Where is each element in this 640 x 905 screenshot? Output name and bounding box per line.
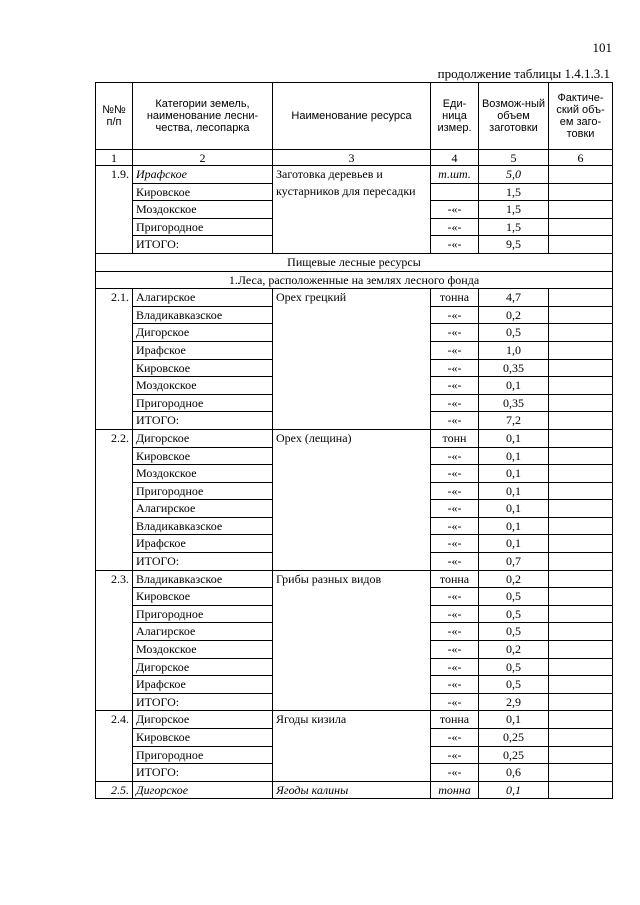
- unit: -«-: [431, 535, 479, 553]
- unit: [431, 183, 479, 201]
- actual-volume: [549, 711, 613, 729]
- resource-name: Орех грецкий: [273, 289, 431, 430]
- unit: -«-: [431, 588, 479, 606]
- resource-name: Заготовка деревьев и кустарников для пересадки: [273, 166, 431, 254]
- forestry-name: ИТОГО:: [133, 412, 273, 430]
- table-row: [96, 781, 613, 799]
- forestry-name: Кировское: [133, 729, 273, 747]
- possible-volume: 1,5: [479, 183, 549, 201]
- unit: -«-: [431, 447, 479, 465]
- row-number: 2.5.: [96, 781, 133, 799]
- actual-volume: [549, 166, 613, 184]
- possible-volume: 0,5: [479, 324, 549, 342]
- actual-volume: [549, 236, 613, 254]
- unit: -«-: [431, 500, 479, 518]
- unit: тонна: [431, 570, 479, 588]
- possible-volume: 0,2: [479, 641, 549, 659]
- possible-volume: 1,5: [479, 201, 549, 219]
- unit: -«-: [431, 764, 479, 782]
- possible-volume: 4,7: [479, 289, 549, 307]
- possible-volume: 0,1: [479, 535, 549, 553]
- unit: тонна: [431, 289, 479, 307]
- actual-volume: [549, 746, 613, 764]
- possible-volume: 0,2: [479, 306, 549, 324]
- actual-volume: [549, 394, 613, 412]
- forest-resources-table: [95, 82, 613, 799]
- col-header-resource: Наименование ресурса: [273, 83, 431, 150]
- resource-name: Ягоды калины: [273, 781, 431, 799]
- forestry-name: Пригородное: [133, 746, 273, 764]
- actual-volume: [549, 553, 613, 571]
- forestry-name: Ирафское: [133, 341, 273, 359]
- possible-volume: 1,5: [479, 218, 549, 236]
- possible-volume: 0,25: [479, 746, 549, 764]
- unit: -«-: [431, 746, 479, 764]
- actual-volume: [549, 218, 613, 236]
- forestry-name: ИТОГО:: [133, 553, 273, 571]
- unit: тонна: [431, 711, 479, 729]
- row-number: 2.2.: [96, 429, 133, 570]
- actual-volume: [549, 605, 613, 623]
- forestry-name: ИТОГО:: [133, 236, 273, 254]
- actual-volume: [549, 641, 613, 659]
- forestry-name: Владикавказское: [133, 570, 273, 588]
- forestry-name: Дигорское: [133, 781, 273, 799]
- section-title-row: [96, 253, 613, 271]
- possible-volume: 0,1: [479, 517, 549, 535]
- actual-volume: [549, 412, 613, 430]
- possible-volume: 0,7: [479, 553, 549, 571]
- possible-volume: 9,5: [479, 236, 549, 254]
- actual-volume: [549, 781, 613, 799]
- possible-volume: 0,6: [479, 764, 549, 782]
- unit: -«-: [431, 658, 479, 676]
- possible-volume: 0,35: [479, 394, 549, 412]
- possible-volume: 0,5: [479, 605, 549, 623]
- actual-volume: [549, 517, 613, 535]
- col-header-unit: Еди-ница измер.: [431, 83, 479, 150]
- actual-volume: [549, 570, 613, 588]
- forestry-name: Кировское: [133, 183, 273, 201]
- unit: тонн: [431, 429, 479, 447]
- subsection-title-row: [96, 271, 613, 289]
- unit: тонна: [431, 781, 479, 799]
- row-number: 2.4.: [96, 711, 133, 781]
- actual-volume: [549, 341, 613, 359]
- possible-volume: 0,1: [479, 781, 549, 799]
- header-row: [96, 83, 613, 150]
- col-header-category: Категории земель, наименование лесни-чества, лесопарка: [133, 83, 273, 150]
- possible-volume: 0,5: [479, 588, 549, 606]
- forestry-name: Моздокское: [133, 465, 273, 483]
- forestry-name: Алагирское: [133, 289, 273, 307]
- forestry-name: ИТОГО:: [133, 764, 273, 782]
- col-header-possible-volume: Возмож-ный объем заготовки: [479, 83, 549, 150]
- page-number: 101: [592, 40, 612, 55]
- forestry-name: Дигорское: [133, 324, 273, 342]
- forestry-name: Владикавказское: [133, 517, 273, 535]
- table-body: [96, 166, 613, 799]
- subsection-title: 1.Леса, расположенные на землях лесного фонда: [96, 271, 613, 289]
- forestry-name: Пригородное: [133, 482, 273, 500]
- table-row: [96, 429, 613, 447]
- unit: -«-: [431, 605, 479, 623]
- forestry-name: Дигорское: [133, 711, 273, 729]
- forestry-name: Пригородное: [133, 218, 273, 236]
- unit: т.шт.: [431, 166, 479, 184]
- unit: -«-: [431, 641, 479, 659]
- actual-volume: [549, 429, 613, 447]
- resource-name: Орех (лещина): [273, 429, 431, 570]
- unit: -«-: [431, 201, 479, 219]
- unit: -«-: [431, 236, 479, 254]
- actual-volume: [549, 482, 613, 500]
- table-row: [96, 166, 613, 184]
- table-row: [96, 711, 613, 729]
- unit: -«-: [431, 553, 479, 571]
- col-number: 4: [431, 150, 479, 166]
- forestry-name: Дигорское: [133, 429, 273, 447]
- possible-volume: 5,0: [479, 166, 549, 184]
- actual-volume: [549, 447, 613, 465]
- unit: -«-: [431, 359, 479, 377]
- unit: -«-: [431, 517, 479, 535]
- actual-volume: [549, 658, 613, 676]
- col-number: 2: [133, 150, 273, 166]
- column-number-row: [96, 150, 613, 166]
- forestry-name: Пригородное: [133, 394, 273, 412]
- unit: -«-: [431, 465, 479, 483]
- unit: -«-: [431, 676, 479, 694]
- possible-volume: 0,1: [479, 377, 549, 395]
- col-header-number: №№ п/п: [96, 83, 133, 150]
- possible-volume: 0,2: [479, 570, 549, 588]
- actual-volume: [549, 500, 613, 518]
- table-continuation-caption: продолжение таблицы 1.4.1.3.1: [437, 66, 610, 81]
- possible-volume: 0,5: [479, 623, 549, 641]
- forestry-name: Ирафское: [133, 535, 273, 553]
- possible-volume: 0,5: [479, 658, 549, 676]
- actual-volume: [549, 465, 613, 483]
- unit: -«-: [431, 377, 479, 395]
- possible-volume: 0,25: [479, 729, 549, 747]
- actual-volume: [549, 623, 613, 641]
- unit: -«-: [431, 394, 479, 412]
- possible-volume: 0,1: [479, 711, 549, 729]
- possible-volume: 7,2: [479, 412, 549, 430]
- resource-name: Ягоды кизила: [273, 711, 431, 781]
- col-number: 5: [479, 150, 549, 166]
- actual-volume: [549, 676, 613, 694]
- actual-volume: [549, 588, 613, 606]
- col-number: 6: [549, 150, 613, 166]
- actual-volume: [549, 324, 613, 342]
- unit: -«-: [431, 482, 479, 500]
- forestry-name: Алагирское: [133, 500, 273, 518]
- col-number: 1: [96, 150, 133, 166]
- possible-volume: 0,35: [479, 359, 549, 377]
- forestry-name: Моздокское: [133, 201, 273, 219]
- possible-volume: 0,1: [479, 500, 549, 518]
- possible-volume: 0,1: [479, 465, 549, 483]
- actual-volume: [549, 729, 613, 747]
- actual-volume: [549, 289, 613, 307]
- unit: -«-: [431, 218, 479, 236]
- forestry-name: Владикавказское: [133, 306, 273, 324]
- actual-volume: [549, 183, 613, 201]
- actual-volume: [549, 764, 613, 782]
- row-number: 2.3.: [96, 570, 133, 711]
- actual-volume: [549, 535, 613, 553]
- possible-volume: 1,0: [479, 341, 549, 359]
- row-number: 1.9.: [96, 166, 133, 254]
- actual-volume: [549, 693, 613, 711]
- forestry-name: Ирафское: [133, 676, 273, 694]
- actual-volume: [549, 306, 613, 324]
- resource-name: Грибы разных видов: [273, 570, 431, 711]
- table-row: [96, 570, 613, 588]
- unit: -«-: [431, 324, 479, 342]
- possible-volume: 0,5: [479, 676, 549, 694]
- possible-volume: 0,1: [479, 447, 549, 465]
- forestry-name: ИТОГО:: [133, 693, 273, 711]
- forestry-name: Дигорское: [133, 658, 273, 676]
- unit: -«-: [431, 341, 479, 359]
- actual-volume: [549, 201, 613, 219]
- unit: -«-: [431, 306, 479, 324]
- forestry-name: Пригородное: [133, 605, 273, 623]
- section-title: Пищевые лесные ресурсы: [96, 253, 613, 271]
- row-number: 2.1.: [96, 289, 133, 430]
- table-row: [96, 289, 613, 307]
- forestry-name: Кировское: [133, 447, 273, 465]
- unit: -«-: [431, 412, 479, 430]
- possible-volume: 0,1: [479, 429, 549, 447]
- possible-volume: 0,1: [479, 482, 549, 500]
- forestry-name: Алагирское: [133, 623, 273, 641]
- unit: -«-: [431, 729, 479, 747]
- actual-volume: [549, 359, 613, 377]
- unit: -«-: [431, 623, 479, 641]
- unit: -«-: [431, 693, 479, 711]
- forestry-name: Кировское: [133, 359, 273, 377]
- forestry-name: Моздокское: [133, 641, 273, 659]
- col-number: 3: [273, 150, 431, 166]
- possible-volume: 2,9: [479, 693, 549, 711]
- forestry-name: Ирафское: [133, 166, 273, 184]
- forestry-name: Кировское: [133, 588, 273, 606]
- col-header-actual-volume: Фактиче-ский объ-ем заго-товки: [549, 83, 613, 150]
- actual-volume: [549, 377, 613, 395]
- forestry-name: Моздокское: [133, 377, 273, 395]
